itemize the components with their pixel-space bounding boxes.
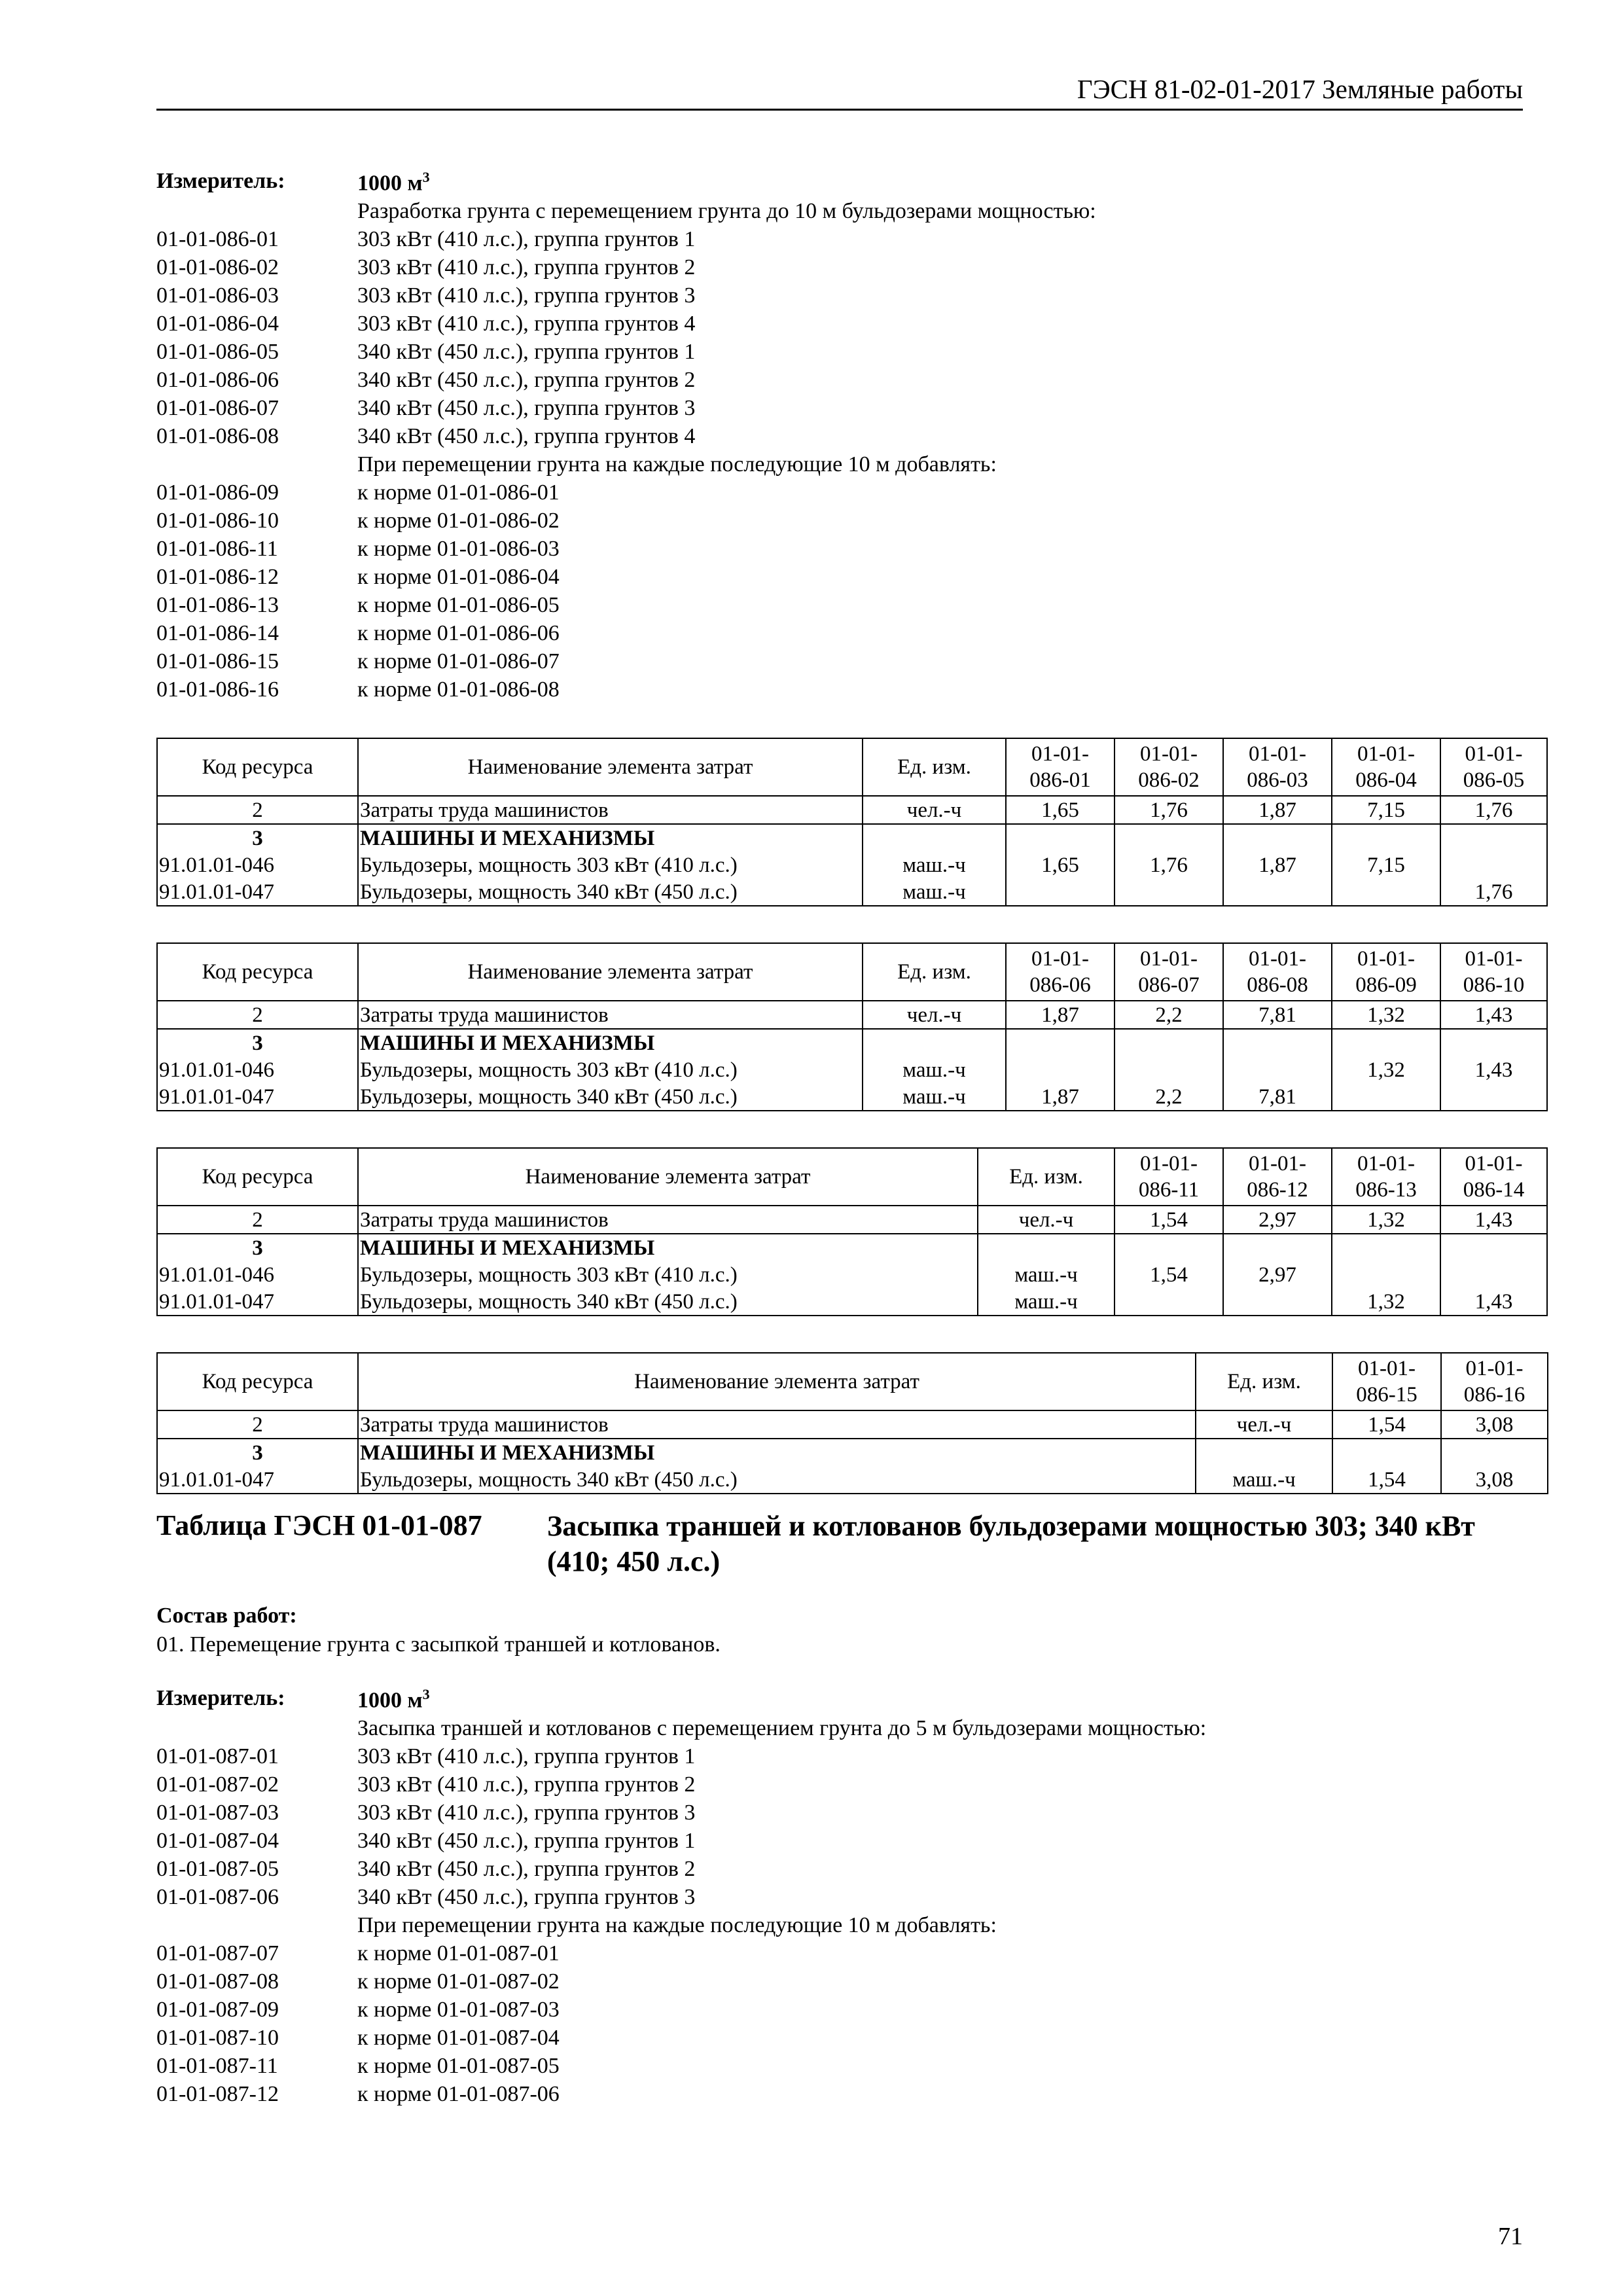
list-item (156, 1911, 1465, 1939)
norm-code: 01-01-086-14 (156, 621, 279, 645)
header-norm-code-part: 01-01- (1031, 742, 1089, 766)
cell-value: 2,2 (1115, 1083, 1223, 1111)
list-item (156, 366, 1465, 394)
table-header-row (157, 1353, 1548, 1410)
norm-code: 01-01-087-01 (156, 1744, 279, 1768)
norm-code: 01-01-087-11 (156, 2054, 278, 2078)
header-norm-code (1332, 943, 1440, 1001)
list-item (156, 225, 1465, 253)
cell-value: 1,32 (1332, 1001, 1440, 1029)
work-composition-item: 01. Перемещение грунта с засыпкой траншей и котлованов. (156, 1632, 721, 1657)
header-resource-code: Код ресурса (157, 1148, 358, 1206)
norm-description: 303 кВт (410 л.с.), группа грунтов 3 (357, 1801, 696, 1825)
table-header-row (157, 943, 1547, 1001)
norm-list-087 (156, 1714, 1465, 2108)
list-item (156, 310, 1465, 338)
cell-value: 1,76 (1440, 796, 1547, 824)
header-norm-code (1115, 1148, 1223, 1206)
header-norm-code (1006, 943, 1115, 1001)
cell-value: 1,76 (1440, 878, 1547, 906)
norm-code: 01-01-087-12 (156, 2082, 279, 2106)
header-norm-code-part: 086-08 (1247, 973, 1308, 997)
header-norm-code-part: 086-04 (1355, 768, 1417, 792)
list-item (156, 591, 1465, 619)
cell-value: 2,97 (1223, 1206, 1332, 1234)
norm-description: 303 кВт (410 л.с.), группа грунтов 2 (357, 255, 696, 279)
cell-unit (863, 1029, 1006, 1056)
norm-description: к норме 01-01-087-01 (357, 1941, 560, 1965)
norm-code: 01-01-087-09 (156, 1998, 279, 2022)
cell-value (1115, 824, 1223, 852)
norm-code: 01-01-086-16 (156, 677, 279, 702)
table-row (157, 1029, 1547, 1056)
cell-value: 1,87 (1006, 1001, 1115, 1029)
cell-cost-element: Бульдозеры, мощность 340 кВт (450 л.с.) (358, 1288, 978, 1316)
cell-value (1332, 1439, 1441, 1466)
cell-value (1332, 878, 1440, 906)
norm-code: 01-01-086-13 (156, 593, 279, 617)
cell-resource-code: 3 (157, 1439, 358, 1466)
norm-description: к норме 01-01-086-01 (357, 480, 560, 505)
norm-description: к норме 01-01-087-06 (357, 2082, 560, 2106)
header-norm-code (1223, 738, 1332, 796)
list-item (156, 1827, 1465, 1855)
header-norm-code-part: 086-02 (1138, 768, 1200, 792)
norm-description: Разработка грунта с перемещением грунта до 10 м бульдозерами мощностью: (357, 199, 1096, 223)
cell-value (1115, 1288, 1223, 1316)
norm-description: 340 кВт (450 л.с.), группа грунтов 1 (357, 340, 696, 364)
header-norm-code (1332, 1353, 1441, 1410)
cell-value (1006, 878, 1115, 906)
table-row (157, 878, 1547, 906)
norm-description: 340 кВт (450 л.с.), группа грунтов 1 (357, 1829, 696, 1853)
table-row (157, 1261, 1547, 1288)
list-item (156, 619, 1465, 647)
list-item (156, 1996, 1465, 2024)
list-item (156, 1883, 1465, 1911)
norm-description: Засыпка траншей и котлованов с перемещением грунта до 5 м бульдозерами мощностью: (357, 1716, 1207, 1740)
measure-value: 1000 $м^3$ (357, 169, 430, 196)
table-row (157, 796, 1547, 824)
norm-code: 01-01-086-07 (156, 396, 279, 420)
norm-code: 01-01-086-11 (156, 537, 278, 561)
header-norm-code (1115, 738, 1223, 796)
header-unit: Ед. изм. (863, 943, 1006, 1001)
header-norm-code-part: 01-01- (1249, 742, 1306, 766)
cell-unit (978, 1234, 1115, 1261)
cell-resource-code: 2 (157, 796, 358, 824)
norm-description: к норме 01-01-086-03 (357, 537, 560, 561)
cell-cost-element: МАШИНЫ И МЕХАНИЗМЫ (358, 1439, 1196, 1466)
cell-resource-code: 3 (157, 1029, 358, 1056)
list-item (156, 197, 1465, 225)
list-item (156, 338, 1465, 366)
norm-code: 01-01-087-04 (156, 1829, 279, 1853)
table-row (157, 824, 1547, 852)
list-item (156, 1799, 1465, 1827)
cell-resource-code: 2 (157, 1206, 358, 1234)
cell-value (1440, 1029, 1547, 1056)
header-rule (156, 109, 1523, 111)
cell-cost-element: Бульдозеры, мощность 303 кВт (410 л.с.) (358, 1056, 863, 1083)
cell-value: 7,81 (1223, 1083, 1332, 1111)
norm-description: 303 кВт (410 л.с.), группа грунтов 1 (357, 1744, 696, 1768)
norm-list-086 (156, 197, 1465, 704)
header-cost-element: Наименование элемента затрат (358, 943, 863, 1001)
norm-code: 01-01-087-10 (156, 2026, 279, 2050)
cell-value: 1,87 (1006, 1083, 1115, 1111)
cell-value (1440, 824, 1547, 852)
header-norm-code (1440, 738, 1547, 796)
header-norm-code-part: 01-01- (1465, 1357, 1524, 1380)
cell-cost-element: МАШИНЫ И МЕХАНИЗМЫ (358, 1029, 863, 1056)
header-norm-code-part: 086-05 (1463, 768, 1525, 792)
cell-value: 1,76 (1115, 852, 1223, 878)
list-item (156, 422, 1465, 450)
norm-description: к норме 01-01-086-08 (357, 677, 560, 702)
header-norm-code-part: 01-01- (1357, 947, 1415, 971)
norm-description: к норме 01-01-087-04 (357, 2026, 560, 2050)
norm-code: 01-01-087-05 (156, 1857, 279, 1881)
cell-value (1223, 1029, 1332, 1056)
header-norm-code (1332, 1148, 1440, 1206)
work-composition-label: Состав работ: (156, 1604, 297, 1628)
header-cost-element: Наименование элемента затрат (358, 1148, 978, 1206)
cell-value: 1,43 (1440, 1288, 1547, 1316)
norm-description: к норме 01-01-086-07 (357, 649, 560, 673)
resource-table (156, 1352, 1548, 1494)
norm-description: При перемещении грунта на каждые последующие 10 м добавлять: (357, 452, 997, 476)
cell-resource-code: 2 (157, 1001, 358, 1029)
cell-value: 1,54 (1115, 1261, 1223, 1288)
header-norm-code-part: 086-06 (1029, 973, 1091, 997)
norm-code: 01-01-086-09 (156, 480, 279, 505)
cell-value (1440, 1083, 1547, 1111)
cell-value (1115, 1029, 1223, 1056)
norm-description: к норме 01-01-087-05 (357, 2054, 560, 2078)
header-norm-code (1006, 738, 1115, 796)
cell-value: 1,32 (1332, 1206, 1440, 1234)
header-norm-code-part: 01-01- (1249, 1152, 1306, 1175)
cell-value (1115, 878, 1223, 906)
header-cost-element: Наименование элемента затрат (358, 738, 863, 796)
cell-resource-code: 91.01.01-046 (157, 1056, 358, 1083)
table-row (157, 1083, 1547, 1111)
norm-code: 01-01-086-12 (156, 565, 279, 589)
norm-description: 303 кВт (410 л.с.), группа грунтов 1 (357, 227, 696, 251)
cell-value (1332, 1234, 1440, 1261)
header-cost-element: Наименование элемента затрат (358, 1353, 1196, 1410)
cell-cost-element: Бульдозеры, мощность 303 кВт (410 л.с.) (358, 1261, 978, 1288)
cell-value: 1,76 (1115, 796, 1223, 824)
norm-code: 01-01-086-08 (156, 424, 279, 448)
table-row (157, 1234, 1547, 1261)
header-unit: Ед. изм. (978, 1148, 1115, 1206)
norm-description: 340 кВт (450 л.с.), группа грунтов 3 (357, 396, 696, 420)
cell-value: 3,08 (1441, 1466, 1548, 1494)
list-item (156, 675, 1465, 704)
table-code-title: Таблица ГЭСН 01-01-087 (156, 1509, 482, 1541)
list-item (156, 1855, 1465, 1883)
cell-resource-code: 91.01.01-047 (157, 1466, 358, 1494)
measure-label: Измеритель: (156, 169, 285, 193)
cell-resource-code: 91.01.01-047 (157, 1083, 358, 1111)
norm-code: 01-01-087-07 (156, 1941, 279, 1965)
header-norm-code-part: 086-15 (1356, 1383, 1418, 1407)
cell-unit: маш.-ч (863, 878, 1006, 906)
header-norm-code-part: 01-01- (1140, 1152, 1198, 1175)
header-norm-code (1440, 943, 1547, 1001)
header-resource-code: Код ресурса (157, 943, 358, 1001)
cell-value: 1,87 (1223, 852, 1332, 878)
cell-value: 1,87 (1223, 796, 1332, 824)
norm-code: 01-01-086-01 (156, 227, 279, 251)
table-row (157, 1288, 1547, 1316)
cell-value (1006, 1029, 1115, 1056)
cell-value: 1,43 (1440, 1056, 1547, 1083)
header-norm-code-part: 01-01- (1465, 1152, 1523, 1175)
list-item (156, 394, 1465, 422)
norm-description: 340 кВт (450 л.с.), группа грунтов 4 (357, 424, 696, 448)
header-norm-code (1332, 738, 1440, 796)
header-norm-code-part: 086-03 (1247, 768, 1308, 792)
header-unit: Ед. изм. (863, 738, 1006, 796)
cell-value (1223, 1056, 1332, 1083)
header-norm-code-part: 01-01- (1249, 947, 1306, 971)
table-header-row (157, 738, 1547, 796)
cell-resource-code: 91.01.01-046 (157, 852, 358, 878)
header-norm-code-part: 01-01- (1140, 742, 1198, 766)
cell-value: 1,32 (1332, 1288, 1440, 1316)
cell-value (1006, 1056, 1115, 1083)
norm-code: 01-01-086-04 (156, 312, 279, 336)
header-norm-code-part: 086-14 (1463, 1178, 1525, 1202)
cell-value (1440, 1261, 1547, 1288)
list-item (156, 2024, 1465, 2052)
cell-unit: маш.-ч (863, 1056, 1006, 1083)
cell-value: 7,15 (1332, 852, 1440, 878)
norm-code: 01-01-087-06 (156, 1885, 279, 1909)
norm-description: 303 кВт (410 л.с.), группа грунтов 4 (357, 312, 696, 336)
cell-unit: чел.-ч (978, 1206, 1115, 1234)
cell-value (1223, 878, 1332, 906)
cell-value (1223, 1288, 1332, 1316)
norm-code: 01-01-087-08 (156, 1969, 279, 1994)
list-item (156, 450, 1465, 478)
norm-description: При перемещении грунта на каждые последующие 10 м добавлять: (357, 1913, 997, 1937)
list-item (156, 2080, 1465, 2108)
cell-unit: чел.-ч (863, 796, 1006, 824)
cell-unit: чел.-ч (1196, 1410, 1332, 1439)
measure-label: Измеритель: (156, 1686, 285, 1710)
table-row (157, 1001, 1547, 1029)
cell-value (1223, 824, 1332, 852)
cell-cost-element: Затраты труда машинистов (358, 1001, 863, 1029)
header-norm-code-part: 086-10 (1463, 973, 1525, 997)
cell-value (1332, 1029, 1440, 1056)
cell-value (1441, 1439, 1548, 1466)
cell-value (1332, 1261, 1440, 1288)
header-norm-code-part: 086-11 (1138, 1178, 1200, 1202)
header-resource-code: Код ресурса (157, 738, 358, 796)
cell-value: 1,54 (1115, 1206, 1223, 1234)
cell-value: 1,43 (1440, 1206, 1547, 1234)
norm-code: 01-01-086-02 (156, 255, 279, 279)
norm-description: 340 кВт (450 л.с.), группа грунтов 3 (357, 1885, 696, 1909)
cell-value: 2,2 (1115, 1001, 1223, 1029)
cell-value (1115, 1056, 1223, 1083)
cell-resource-code: 2 (157, 1410, 358, 1439)
cell-cost-element: Затраты труда машинистов (358, 1410, 1196, 1439)
norm-code: 01-01-086-06 (156, 368, 279, 392)
cell-value: 1,65 (1006, 796, 1115, 824)
cell-cost-element: МАШИНЫ И МЕХАНИЗМЫ (358, 1234, 978, 1261)
norm-description: к норме 01-01-086-06 (357, 621, 560, 645)
norm-code: 01-01-086-15 (156, 649, 279, 673)
cell-unit (1196, 1439, 1332, 1466)
cell-resource-code: 3 (157, 1234, 358, 1261)
cell-value: 1,43 (1440, 1001, 1547, 1029)
header-norm-code (1115, 943, 1223, 1001)
list-item (156, 1770, 1465, 1799)
header-unit: Ед. изм. (1196, 1353, 1332, 1410)
cell-value (1006, 824, 1115, 852)
table-row (157, 1439, 1548, 1466)
norm-description: к норме 01-01-086-02 (357, 509, 560, 533)
resource-table (156, 942, 1548, 1111)
norm-description: 340 кВт (450 л.с.), группа грунтов 2 (357, 1857, 696, 1881)
cell-value (1332, 1083, 1440, 1111)
header-norm-code-part: 01-01- (1357, 742, 1415, 766)
cell-cost-element: Бульдозеры, мощность 303 кВт (410 л.с.) (358, 852, 863, 878)
cell-value (1440, 852, 1547, 878)
cell-unit: маш.-ч (863, 852, 1006, 878)
cell-resource-code: 91.01.01-047 (157, 1288, 358, 1316)
cell-value (1332, 824, 1440, 852)
table-row (157, 1410, 1548, 1439)
running-header: ГЭСН 81-02-01-2017 Земляные работы (1077, 74, 1523, 104)
norm-description: к норме 01-01-087-02 (357, 1969, 560, 1994)
norm-description: 340 кВт (450 л.с.), группа грунтов 2 (357, 368, 696, 392)
header-norm-code-part: 01-01- (1031, 947, 1089, 971)
table-row (157, 1056, 1547, 1083)
cell-value: 1,32 (1332, 1056, 1440, 1083)
header-norm-code-part: 01-01- (1358, 1357, 1416, 1380)
header-norm-code-part: 086-12 (1247, 1178, 1308, 1202)
cell-resource-code: 3 (157, 824, 358, 852)
cell-cost-element: Бульдозеры, мощность 340 кВт (450 л.с.) (358, 1466, 1196, 1494)
norm-description: 303 кВт (410 л.с.), группа грунтов 2 (357, 1772, 696, 1797)
list-item (156, 2052, 1465, 2080)
header-norm-code-part: 01-01- (1357, 1152, 1415, 1175)
norm-code: 01-01-087-02 (156, 1772, 279, 1797)
cell-unit: чел.-ч (863, 1001, 1006, 1029)
cell-value: 3,08 (1441, 1410, 1548, 1439)
list-item (156, 1714, 1465, 1742)
norm-code: 01-01-087-03 (156, 1801, 279, 1825)
list-item (156, 1742, 1465, 1770)
cell-value (1115, 1234, 1223, 1261)
table-title: Засыпка траншей и котлованов бульдозерами мощностью 303; 340 кВт (410; 450 л.с.) (547, 1510, 1475, 1577)
header-norm-code-part: 086-16 (1463, 1383, 1525, 1407)
header-resource-code: Код ресурса (157, 1353, 358, 1410)
cell-value: 2,97 (1223, 1261, 1332, 1288)
resource-table (156, 1147, 1548, 1316)
header-norm-code-part: 086-01 (1029, 768, 1091, 792)
cell-value (1223, 1234, 1332, 1261)
cell-cost-element: Бульдозеры, мощность 340 кВт (450 л.с.) (358, 878, 863, 906)
header-norm-code-part: 01-01- (1465, 742, 1523, 766)
list-item (156, 647, 1465, 675)
list-item (156, 507, 1465, 535)
measure-value: 1000 $м^3$ (357, 1686, 430, 1713)
table-row (157, 1206, 1547, 1234)
cell-unit: маш.-ч (978, 1288, 1115, 1316)
norm-description: к норме 01-01-086-05 (357, 593, 560, 617)
cell-value: 1,54 (1332, 1410, 1441, 1439)
list-item (156, 1967, 1465, 1996)
cell-value: 1,65 (1006, 852, 1115, 878)
header-norm-code-part: 086-13 (1355, 1178, 1417, 1202)
cell-unit: маш.-ч (978, 1261, 1115, 1288)
norm-description: к норме 01-01-086-04 (357, 565, 560, 589)
header-norm-code (1223, 943, 1332, 1001)
cell-unit: маш.-ч (863, 1083, 1006, 1111)
cell-resource-code: 91.01.01-047 (157, 878, 358, 906)
list-item (156, 478, 1465, 507)
list-item (156, 535, 1465, 563)
norm-code: 01-01-086-05 (156, 340, 279, 364)
cell-cost-element: Затраты труда машинистов (358, 796, 863, 824)
norm-code: 01-01-086-03 (156, 283, 279, 308)
cell-cost-element: Бульдозеры, мощность 340 кВт (450 л.с.) (358, 1083, 863, 1111)
header-norm-code (1440, 1148, 1547, 1206)
cell-cost-element: МАШИНЫ И МЕХАНИЗМЫ (358, 824, 863, 852)
header-norm-code-part: 01-01- (1140, 947, 1198, 971)
cell-value: 7,81 (1223, 1001, 1332, 1029)
header-norm-code-part: 01-01- (1465, 947, 1523, 971)
table-row (157, 852, 1547, 878)
list-item (156, 1939, 1465, 1967)
cell-resource-code: 91.01.01-046 (157, 1261, 358, 1288)
table-header-row (157, 1148, 1547, 1206)
list-item (156, 563, 1465, 591)
header-norm-code (1223, 1148, 1332, 1206)
cell-cost-element: Затраты труда машинистов (358, 1206, 978, 1234)
cell-value (1440, 1234, 1547, 1261)
list-item (156, 253, 1465, 281)
cell-value: 1,54 (1332, 1466, 1441, 1494)
page-number: 71 (1498, 2223, 1523, 2250)
cell-unit (863, 824, 1006, 852)
header-norm-code (1441, 1353, 1548, 1410)
header-norm-code-part: 086-07 (1138, 973, 1200, 997)
list-item (156, 281, 1465, 310)
table-row (157, 1466, 1548, 1494)
cell-value: 7,15 (1332, 796, 1440, 824)
norm-description: 303 кВт (410 л.с.), группа грунтов 3 (357, 283, 696, 308)
cell-unit: маш.-ч (1196, 1466, 1332, 1494)
norm-description: к норме 01-01-087-03 (357, 1998, 560, 2022)
norm-code: 01-01-086-10 (156, 509, 279, 533)
header-norm-code-part: 086-09 (1355, 973, 1417, 997)
resource-table (156, 738, 1548, 906)
